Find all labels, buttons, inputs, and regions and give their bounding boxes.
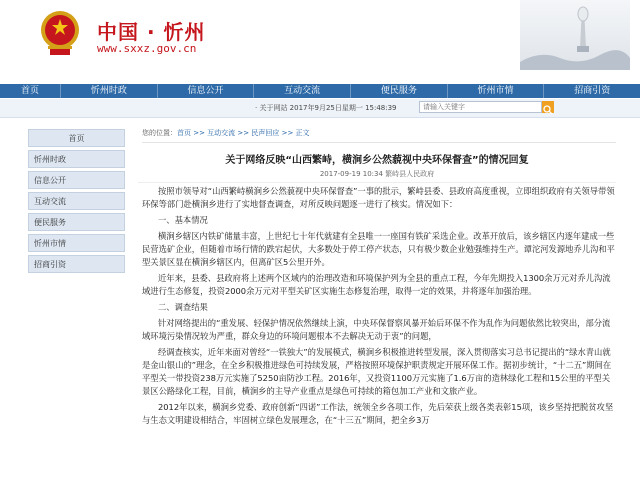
- nav-item-city[interactable]: 忻州市情: [477, 86, 514, 96]
- sidebar: [28, 129, 125, 276]
- sidebar-item-city[interactable]: 忻州市情: [28, 234, 125, 252]
- pagoda-banner-image: [520, 0, 630, 70]
- date-line: · 关于网站 2017年9月25日星期一 15:48:39: [255, 104, 397, 112]
- nav-item-politics[interactable]: 忻州时政: [90, 86, 127, 96]
- article-paragraph: 2012年以来，横涧乡党委、政府创新“四诺”工作法，统领全乡各项工作，先后荣获上级各类表彰15项，该乡坚持把脱贫攻坚与生态文明建设相结合，牢固树立绿色发展理念，在“十三五”期间，把全乡3万: [142, 402, 614, 425]
- nav-item-home[interactable]: 首页: [20, 86, 39, 96]
- nav-item-investment[interactable]: 招商引资: [574, 86, 611, 96]
- article-paragraph: 针对网络提出的“重发展、轻保护情况依然继续上演，中央环保督察风暴开始后环保不作为乱作为问题依然比较突出，部分流域环境污染情况较为严重，群众身边的环境问题根本不去解决无动于衷”的问题，: [142, 318, 611, 341]
- article-meta: 2017-09-19 10:34 繁峙县人民政府: [138, 169, 616, 183]
- section-heading: 一、基本情况: [158, 215, 208, 225]
- national-emblem-icon: [37, 8, 83, 58]
- main-nav: [0, 84, 640, 98]
- search-button[interactable]: [542, 101, 554, 113]
- article-body: [138, 185, 616, 427]
- sidebar-item-services[interactable]: 便民服务: [28, 213, 125, 231]
- sidebar-item-home[interactable]: 首页: [28, 129, 125, 147]
- breadcrumb-prefix: 您的位置：: [142, 129, 177, 137]
- sidebar-item-investment[interactable]: 招商引资: [28, 255, 125, 273]
- site-header: [0, 0, 640, 70]
- search-icon: [542, 104, 554, 116]
- article-paragraph: 横涧乡辖区内铁矿储量丰富，上世纪七十年代就建有全县唯一一座国有铁矿采选企业。改革开放后，该乡辖区内逐年建成一些民营选矿企业，但随着市场行情的跌宕起伏，大多数处于停工停产状态，只有极少数企业勉强维持生产。谭沱河发源地乔儿沟和平型关景区显在横涧乡辖区内，但离矿区5公里开外。: [142, 231, 615, 267]
- article-paragraph: 按照市领导对“山西繁峙横涧乡公然藐视中央环保督查”一事的批示，繁峙县委、县政府高度重视，立即组织政府有关领导带领环保等部门赴横涧乡进行了实地督查调查，对所反映问题逐一进行了核实。情况如下：: [142, 186, 615, 209]
- article-paragraph: 经调查核实，近年来面对曾经“一铁独大”的发展模式，横涧乡积极推进转型发展，深入贯彻落实习总书记提出的“绿水青山就是金山银山的”理念，在全乡积极推进绿色可持续发展，严格按照环境保护职责规定开展环保工作。据初步统计，“十二五”期间在平型关一带投资238万元实施了5250亩防沙工程。2016年，又投资1100万元实施了1.6万亩的造林绿化工程和15公里的平型关景区公路绿化工程，目前，横涧乡的主导产业重点是绿色可持续的箱包加工产业和文旅产业。: [142, 347, 612, 396]
- site-title: 中国 · 忻州: [97, 20, 206, 44]
- search-input[interactable]: [419, 101, 542, 113]
- nav-item-info[interactable]: 信息公开: [187, 86, 224, 96]
- article-panel: [138, 128, 616, 430]
- sidebar-item-interaction[interactable]: 互动交流: [28, 192, 125, 210]
- section-heading: 二、调查结果: [158, 302, 208, 312]
- article-title: 关于网络反映“山西繁峙，横涧乡公然藐视中央环保督查”的情况回复: [225, 155, 529, 166]
- sidebar-item-info[interactable]: 信息公开: [28, 171, 125, 189]
- breadcrumb: [142, 128, 616, 143]
- breadcrumb-path[interactable]: 首页 >> 互动交流 >> 民声回应 >> 正文: [177, 129, 310, 137]
- nav-item-interaction[interactable]: 互动交流: [284, 86, 321, 96]
- site-url[interactable]: www.sxxz.gov.cn: [97, 42, 197, 55]
- nav-item-services[interactable]: 便民服务: [380, 86, 417, 96]
- article-paragraph: 近年来，县委、县政府将上述两个区域内的治理改造和环境保护列为全县的重点工程，今年先期投入1300余万元对乔儿沟流域进行生态修复，投资2000余万元对平型关矿区实施生态修复治理，取得一定的效果，并将逐年加强治理。: [142, 273, 611, 296]
- sidebar-item-politics[interactable]: 忻州时政: [28, 150, 125, 168]
